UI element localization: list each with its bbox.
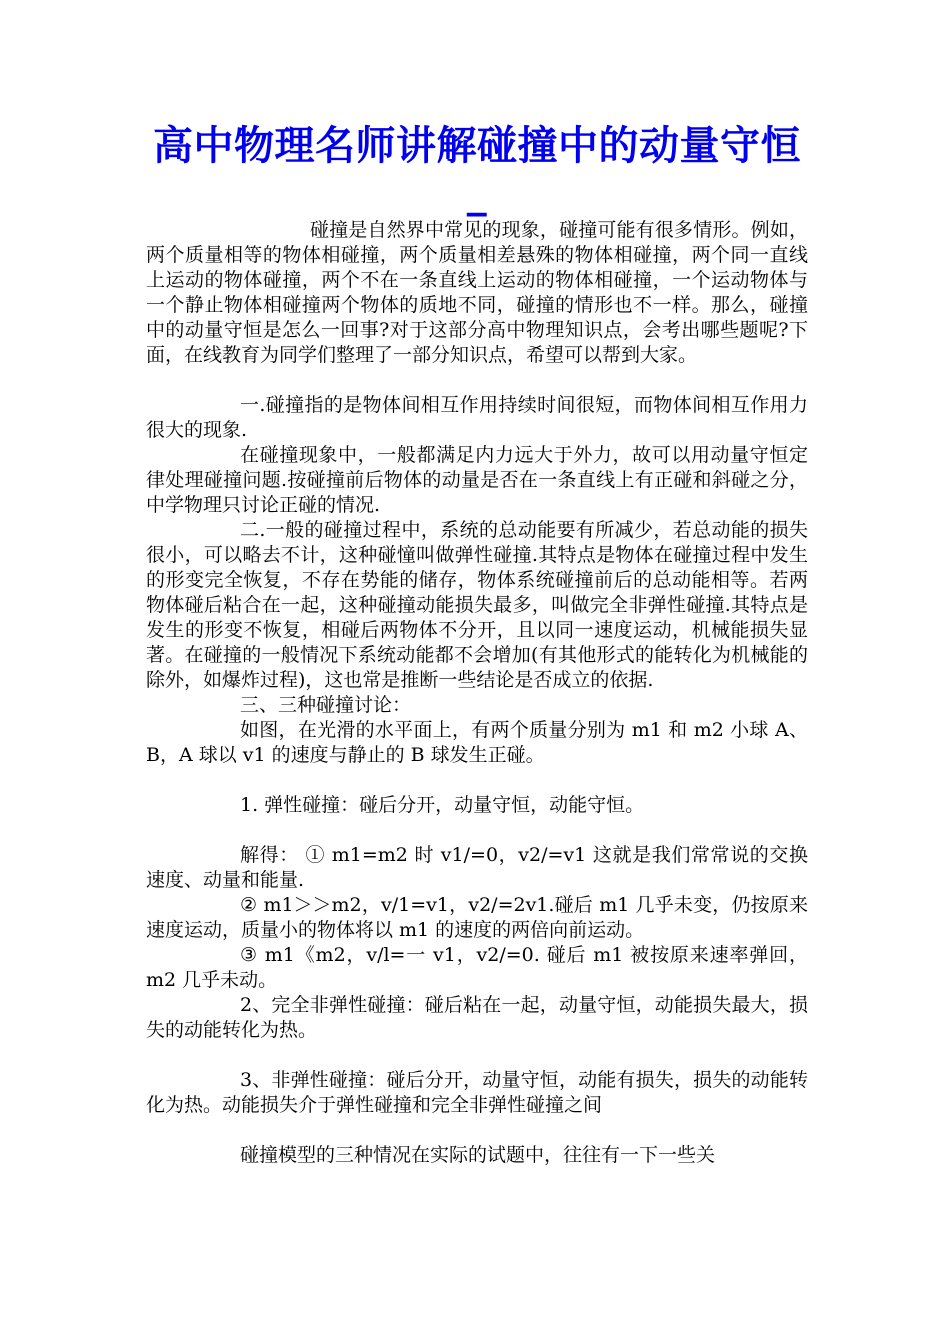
document-body [146,218,808,1168]
page-title: 高中物理名师讲解碰撞中的动量守恒_ [153,123,801,217]
paragraph-spacer [146,768,808,793]
inelastic-collision-paragraph: 3、非弹性碰撞：碰后分开，动量守恒，动能有损失，损失的动能转化为热。动能损失介于弹性碰撞和完全非弹性碰撞之间 [146,1069,808,1116]
section-three-heading: 三、三种碰撞讨论： [240,694,412,716]
closing-paragraph: 碰撞模型的三种情况在实际的试题中，往往有一下一些关 [240,1144,716,1166]
solution-two-paragraph: ② m1＞＞m2，v/1=v1，v2/=2v1.碰后 m1 几乎未变，仍按原来速度运动，质量小的物体将以 m1 的速度的两倍向前运动。 [146,894,808,941]
perfectly-inelastic-paragraph: 2、完全非弹性碰撞：碰后粘在一起，动量守恒，动能损失最大，损失的动能转化为热。 [146,994,808,1041]
paragraph-spacer [146,368,808,393]
elastic-collision-paragraph: 1. 弹性碰撞：碰后分开，动量守恒，动能守恒。 [240,794,645,816]
paragraph-spacer [146,818,808,843]
section-three-setup-paragraph: 如图，在光滑的水平面上，有两个质量分别为 m1 和 m2 小球 A、B，A 球以 v1 的速度与静止的 B 球发生正碰。 [146,719,808,766]
section-one-paragraph: 一.碰撞指的是物体间相互作用持续时间很短，而物体间相互作用力很大的现象. [146,394,808,441]
section-one-detail-paragraph: 在碰撞现象中，一般都满足内力远大于外力，故可以用动量守恒定律处理碰撞问题.按碰撞前后物体的动量是否在一条直线上有正碰和斜碰之分，中学物理只讨论正碰的情况. [146,444,808,516]
solution-one-paragraph: 解得： ① m1=m2 时 v1/=0，v2/=v1 这就是我们常常说的交换速度、动量和能量. [146,844,808,891]
solution-three-paragraph: ③ m1《m2，v/l=一 v1，v2/=0. 碰后 m1 被按原来速率弹回，m2 几乎未动。 [146,944,808,991]
document-page [146,122,808,1168]
intro-paragraph: 碰撞是自然界中常见的现象，碰撞可能有很多情形。例如，两个质量相等的物体相碰撞，两个质量相差悬殊的物体相碰撞，两个同一直线上运动的物体碰撞，两个不在一条直线上运动的物体相碰撞，一个运动物体与一个静止物体相碰撞两个物体的质地不同，碰撞的情形也不一样。那么，碰撞中的动量守恒是怎么一回事?对于这部分高中物理知识点，会考出哪些题呢?下面，在线教育为同学们整理了一部分知识点，希望可以帮到大家。 [146,219,808,366]
section-two-paragraph: 二.一般的碰撞过程中，系统的总动能要有所减少，若总动能的损失很小，可以略去不计，这种碰憧叫做弹性碰撞.其特点是物体在碰撞过程中发生的形变完全恢复，不存在势能的储存，物体系统碰撞前后的总动能相等。若两物体碰后粘合在一起，这种碰撞动能损失最多，叫做完全非弹性碰撞.其特点是发生的形变不恢复，相碰后两物体不分开，且以同一速度运动，机械能损失显著。在碰撞的一般情况下系统动能都不会增加(有其他形式的能转化为机械能的除外，如爆炸过程)，这也常是推断一些结论是否成立的依据. [146,519,808,691]
paragraph-spacer [146,1043,808,1068]
paragraph-spacer [146,1118,808,1143]
